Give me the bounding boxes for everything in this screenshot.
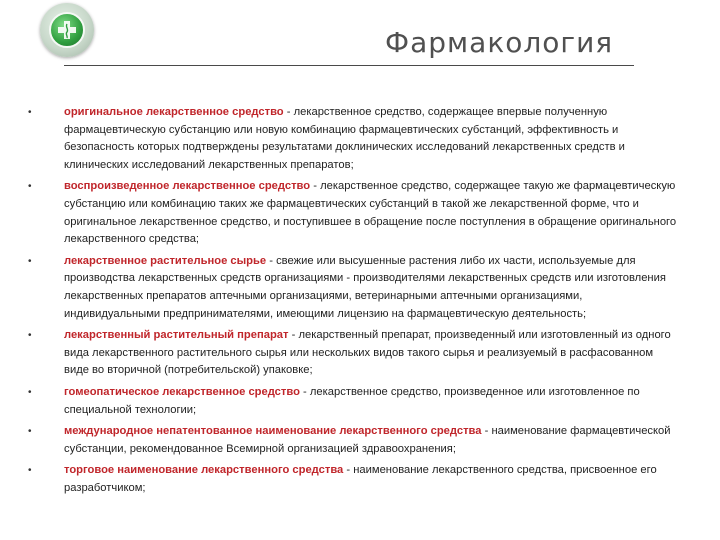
definition-separator: - <box>299 385 310 398</box>
definitions-list <box>28 104 678 501</box>
definition-text: лекарственное средство, произведенное или изготовленное по специальной технологии; <box>64 385 640 416</box>
pharmacy-cross-icon <box>49 12 85 48</box>
definition-text: наименование фармацевтической субстанции, рекомендованное Всемирной организацией здравоохранения; <box>64 425 671 455</box>
definition-separator: - <box>283 106 294 118</box>
definition-text: лекарственное средство, содержащее такую же фармацевтическую субстанцию или комбинацию таких же фармацевтических субстанций в такой же лекарственной форме, что и оригинальное лекарственное средство, и поступившее в обращение после поступления в обращение оригинального лекарственного средства; <box>64 180 677 246</box>
definition-term: лекарственное растительное сырье <box>64 254 267 267</box>
definition-item <box>28 384 678 419</box>
bullet-icon: • <box>28 426 32 438</box>
definition-text: наименование лекарственного средства, присвоенное его разработчиком; <box>64 464 657 494</box>
title-divider <box>64 65 634 66</box>
pharmacy-logo <box>40 3 94 57</box>
definition-term: оригинальное лекарственное средство <box>64 106 284 118</box>
definition-separator: - <box>266 254 277 267</box>
definition-term: международное непатентованное наименование лекарственного средства <box>64 425 482 438</box>
bullet-icon: • <box>28 465 32 477</box>
bullet-icon: • <box>28 107 32 118</box>
definition-item <box>28 253 678 323</box>
definition-item <box>28 104 678 174</box>
slide-title: Фармакология <box>385 26 614 59</box>
definition-separator: - <box>310 180 321 193</box>
definition-separator: - <box>481 425 492 438</box>
bullet-icon: • <box>28 330 32 342</box>
definition-item <box>28 462 678 497</box>
definition-separator: - <box>343 464 354 477</box>
definition-separator: - <box>288 329 299 342</box>
bullet-icon: • <box>28 255 32 267</box>
definition-term: воспроизведенное лекарственное средство <box>64 180 311 193</box>
definition-item <box>28 327 678 380</box>
bullet-icon: • <box>28 181 32 193</box>
definition-text: лекарственный препарат, произведенный или изготовленный из одного вида лекарственного растительного сырья или нескольких видов такого сырья и реализуемый в расфасованном виде во вторичной (потребительской) упаковке; <box>64 329 671 377</box>
definition-term: гомеопатическое лекарственное средство <box>64 385 300 398</box>
definition-term: лекарственный растительный препарат <box>64 329 289 342</box>
definition-text: лекарственное средство, содержащее впервые полученную фармацевтическую субстанцию или новую комбинацию фармацевтических субстанций, эффективность и безопасность которых подтверждены результатами доклинических исследований лекарственных средств и клинических исследований лекарственных препаратов; <box>64 106 625 171</box>
bullet-icon: • <box>28 386 32 398</box>
definition-item <box>28 423 678 458</box>
definition-text: свежие или высушенные растения либо их части, используемые для производства лекарственных средств организациями - производителями лекарственных средств или изготовления лекарственных препаратов аптечными организациями, ветеринарными аптечными организациями, индивидуальными предпринимателями, имеющими лицензию на фармацевтическую деятельность; <box>64 254 666 320</box>
definition-term: торговое наименование лекарственного средства <box>64 464 344 477</box>
definition-item <box>28 178 678 248</box>
